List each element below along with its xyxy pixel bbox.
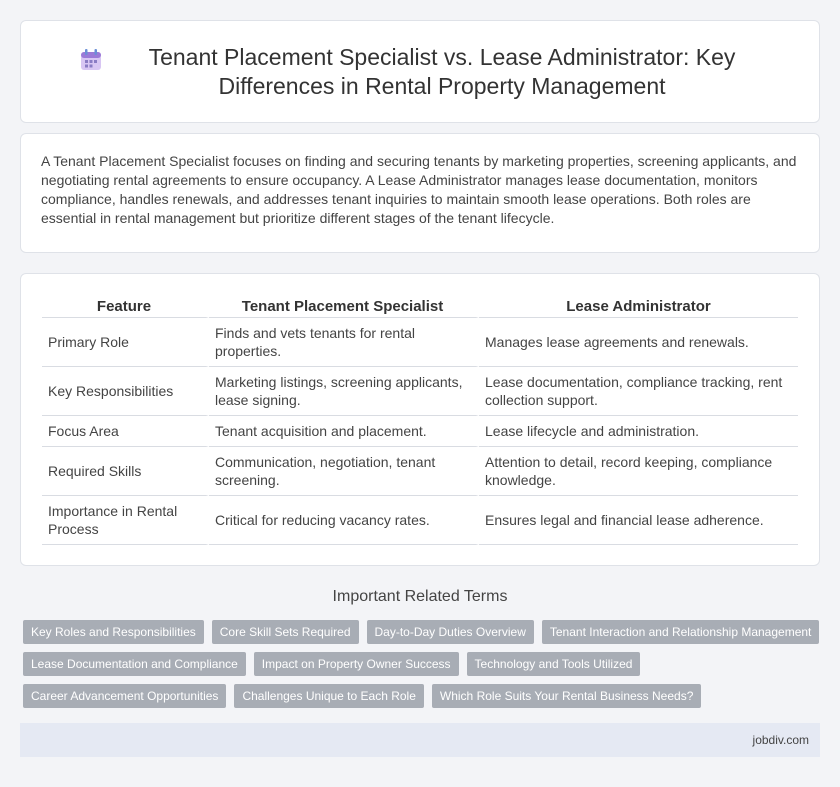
table-cell: Critical for reducing vacancy rates. [209,496,479,545]
table-cell: Lease lifecycle and administration. [479,416,798,447]
table-cell: Finds and vets tenants for rental properties. [209,318,479,367]
tag-lease-documentation[interactable]: Lease Documentation and Compliance [23,652,246,676]
related-terms-tags [23,620,823,716]
tag-technology-tools[interactable]: Technology and Tools Utilized [467,652,641,676]
table-cell: Tenant acquisition and placement. [209,416,479,447]
header-feature: Feature [42,288,209,318]
table-cell: Ensures legal and financial lease adherence. [479,496,798,545]
tag-which-role-suits[interactable]: Which Role Suits Your Rental Business Needs? [432,684,701,708]
tag-row [23,684,823,708]
related-terms-title: Important Related Terms [332,588,508,605]
calendar-icon [78,47,104,73]
table-cell: Required Skills [42,447,209,496]
table-cell: Manages lease agreements and renewals. [479,318,798,367]
header-lease-administrator: Lease Administrator [479,288,798,318]
table-row [42,416,798,447]
table-cell: Marketing listings, screening applicants, lease signing. [209,367,479,416]
table-row [42,496,798,545]
table-cell: Focus Area [42,416,209,447]
tag-day-to-day-duties[interactable]: Day-to-Day Duties Overview [367,620,534,644]
table-cell: Attention to detail, record keeping, compliance knowledge. [479,447,798,496]
table-cell: Lease documentation, compliance tracking, rent collection support. [479,367,798,416]
table-cell: Primary Role [42,318,209,367]
tag-challenges[interactable]: Challenges Unique to Each Role [234,684,423,708]
comparison-table [42,288,798,545]
table-cell: Importance in Rental Process [42,496,209,545]
table-cell: Communication, negotiation, tenant screening. [209,447,479,496]
table-row [42,447,798,496]
tag-row [23,652,823,676]
tag-tenant-interaction[interactable]: Tenant Interaction and Relationship Management [542,620,820,644]
tag-impact-on-owner[interactable]: Impact on Property Owner Success [254,652,459,676]
footer [20,723,820,757]
table-row [42,318,798,367]
header-card [20,20,820,123]
intro-paragraph: A Tenant Placement Specialist focuses on finding and securing tenants by marketing properties, screening applicants, and negotiating rental agreements to ensure occupancy. A Lease Administrator manages lease documentation, monitors compliance, handles renewals, and addresses tenant inquiries to maintain smooth lease operations. Both roles are essential in rental management but prioritize different stages of the tenant lifecycle. [41,153,797,226]
table-cell: Key Responsibilities [42,367,209,416]
comparison-table-card [20,273,820,566]
intro-card [20,133,820,253]
tag-key-roles[interactable]: Key Roles and Responsibilities [23,620,204,644]
footer-site-link[interactable]: jobdiv.com [752,733,809,747]
table-row [42,367,798,416]
tag-career-advancement[interactable]: Career Advancement Opportunities [23,684,226,708]
tag-core-skill-sets[interactable]: Core Skill Sets Required [212,620,359,644]
header-tenant-placement-specialist: Tenant Placement Specialist [209,288,479,318]
table-header-row [42,288,798,318]
tag-row [23,620,823,644]
page-title: Tenant Placement Specialist vs. Lease Administrator: Key Differences in Rental Property Management [148,43,736,99]
